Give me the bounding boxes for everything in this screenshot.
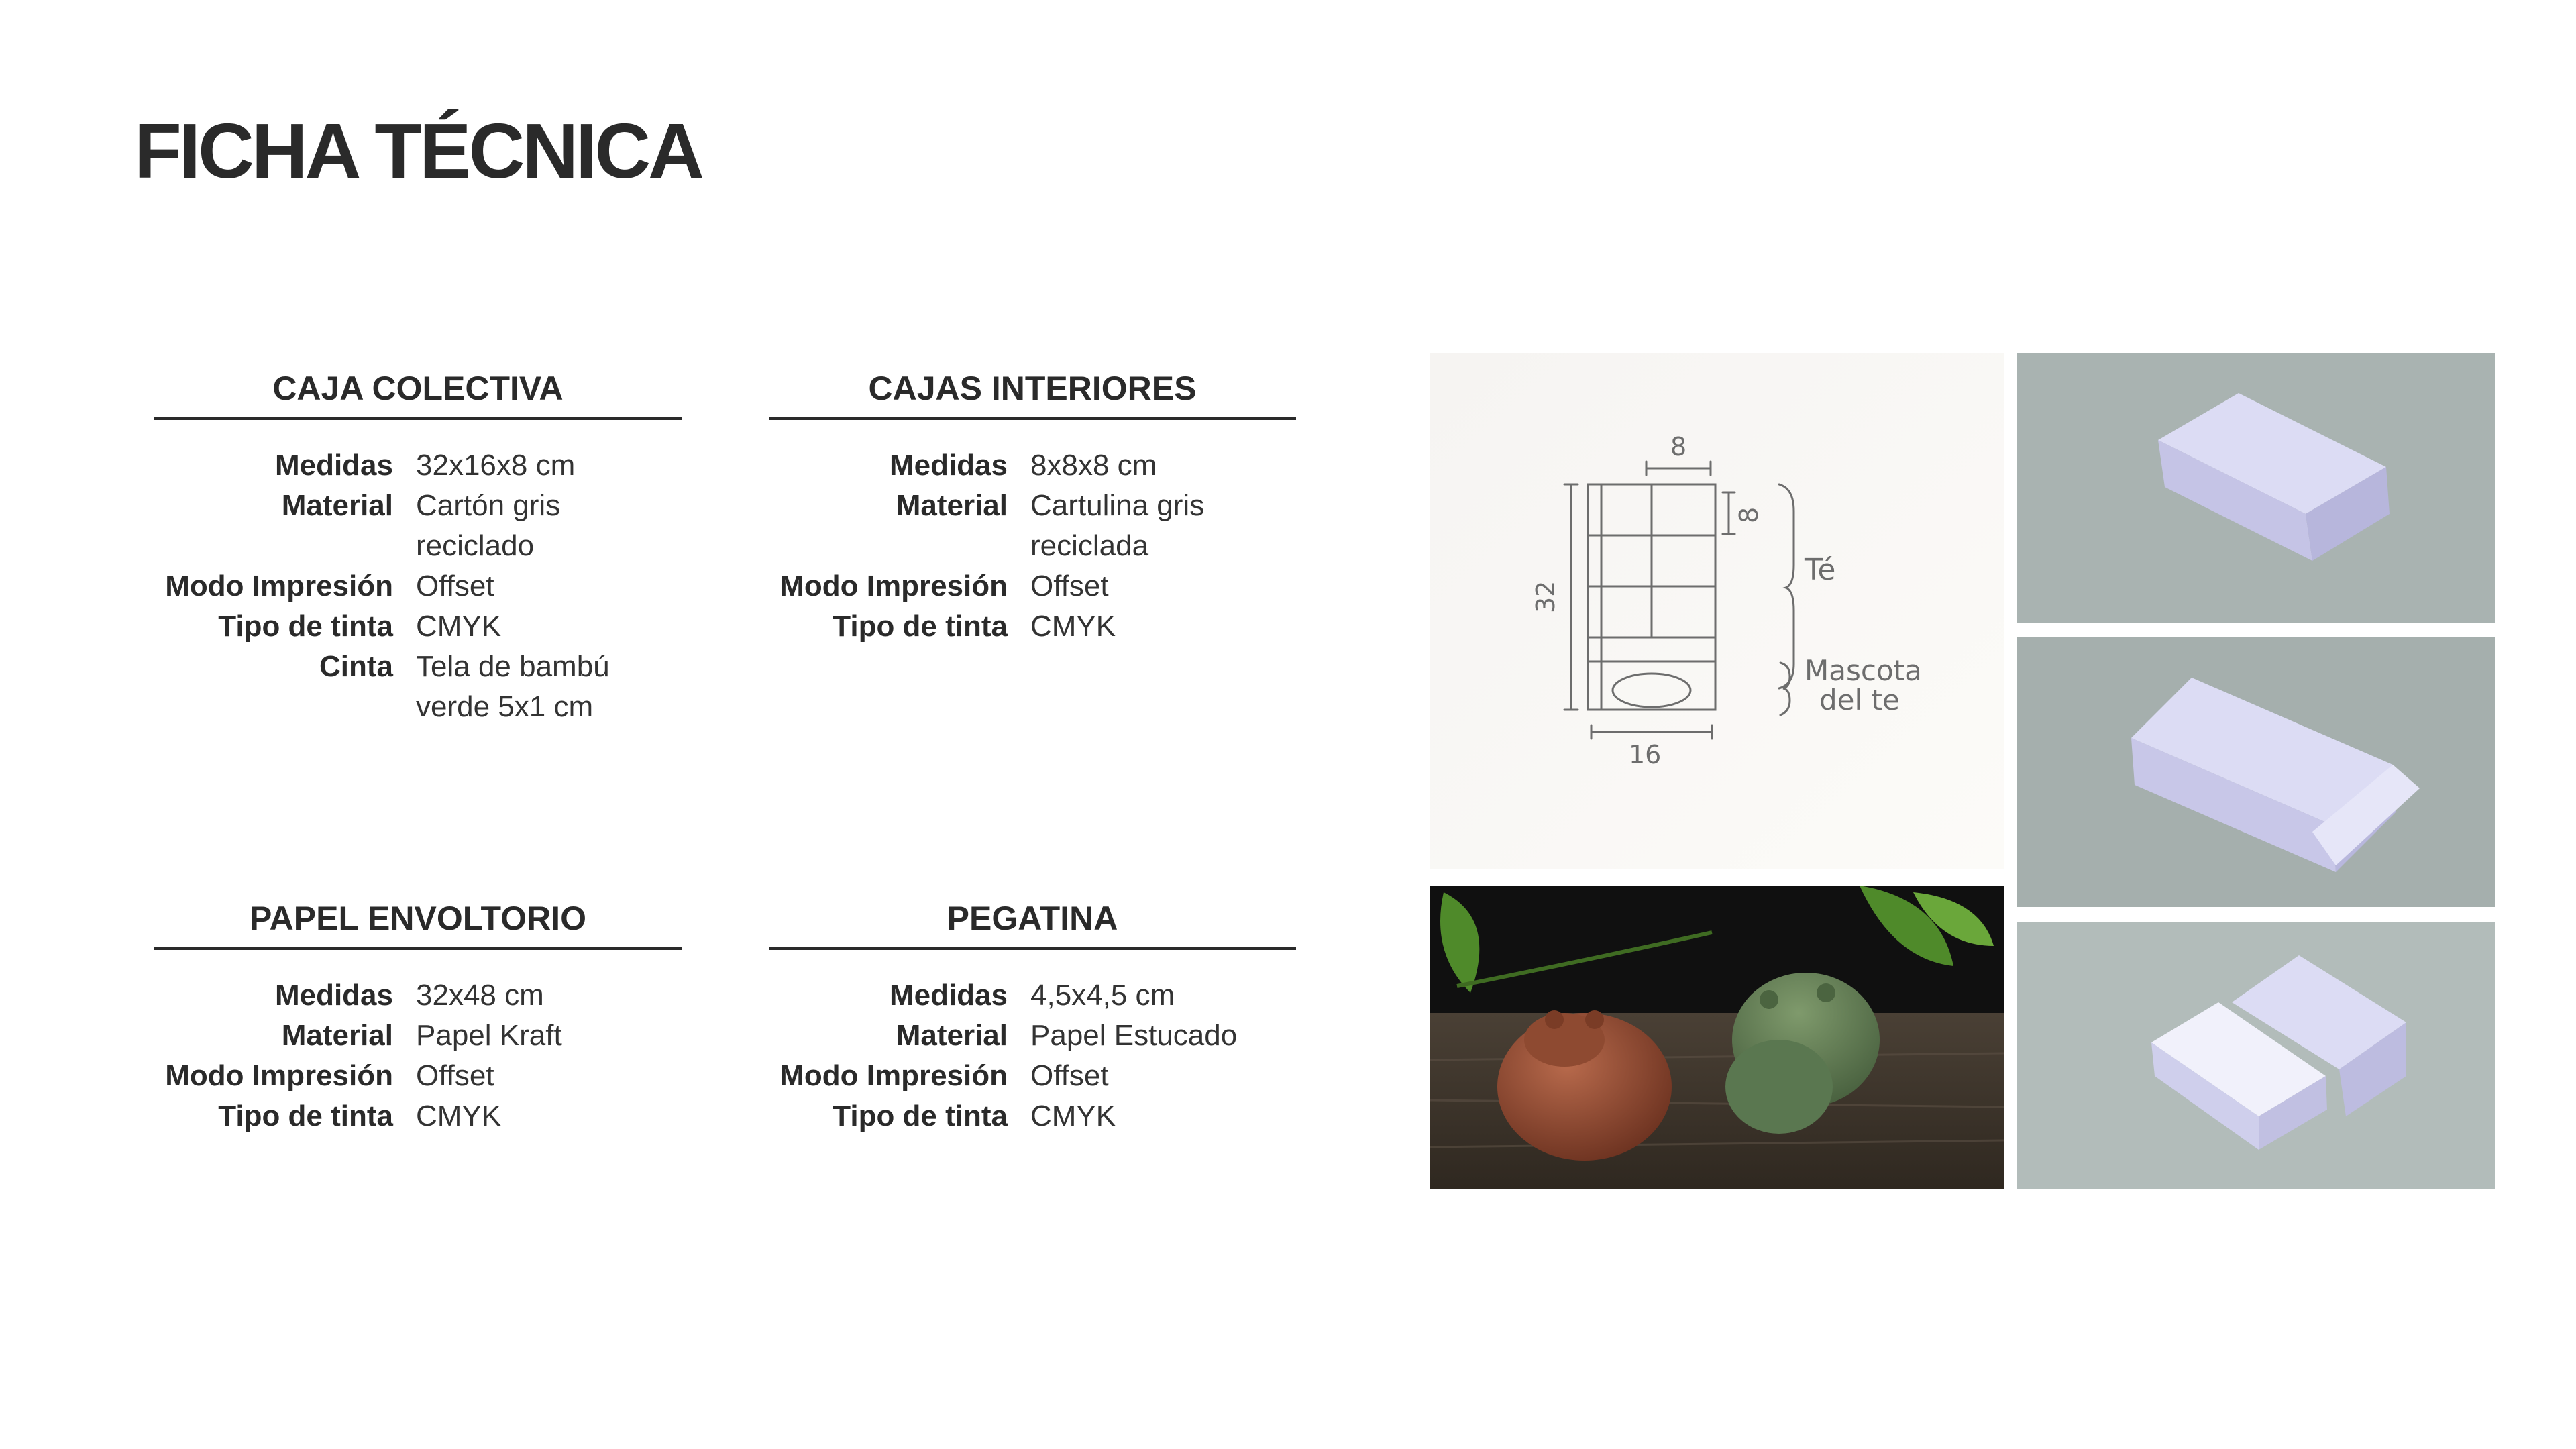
spec-value: Offset xyxy=(1030,1059,1109,1092)
spec-value: 8x8x8 cm xyxy=(1030,449,1157,482)
section-heading: PAPEL ENVOLTORIO xyxy=(154,899,682,950)
closed-box-illustration xyxy=(2017,353,2495,623)
box-open-tray-photo xyxy=(2017,922,2495,1189)
spec-row-material xyxy=(154,1016,682,1056)
sliding-box-illustration xyxy=(2017,637,2495,907)
spec-label: Material xyxy=(281,1019,393,1052)
spec-label: Medidas xyxy=(274,979,393,1012)
sketch-dim-bottom: 16 xyxy=(1629,740,1662,769)
spec-label: Tipo de tinta xyxy=(218,1099,393,1132)
section-pegatina xyxy=(769,899,1296,1136)
sketch-note-tea: Té xyxy=(1805,553,1836,587)
spec-value: Cartulina gris reciclada xyxy=(1030,489,1205,562)
spec-row-material xyxy=(769,1016,1296,1056)
spec-row-modo-impresion xyxy=(154,1056,682,1096)
open-tray-box-illustration xyxy=(2017,922,2495,1189)
spec-value: CMYK xyxy=(416,1099,502,1132)
spec-value xyxy=(393,647,610,727)
spec-row-tipo-tinta xyxy=(154,1096,682,1136)
spec-row-modo-impresion xyxy=(769,566,1296,606)
spec-label: Tipo de tinta xyxy=(833,1099,1008,1132)
spec-label: Modo Impresión xyxy=(780,570,1008,602)
spec-list xyxy=(769,975,1296,1136)
spec-label: Medidas xyxy=(889,449,1008,482)
spec-value: CMYK xyxy=(416,610,502,643)
spec-row-medidas xyxy=(769,445,1296,486)
spec-list xyxy=(154,445,682,727)
spec-value: Offset xyxy=(1030,570,1109,602)
box-sliding-open-photo xyxy=(2017,637,2495,907)
spec-label: Material xyxy=(896,489,1008,522)
spec-label: Tipo de tinta xyxy=(833,610,1008,643)
spec-value: Offset xyxy=(416,1059,494,1092)
sketch-dim-cell: 8 xyxy=(1734,506,1764,523)
spec-row-medidas xyxy=(154,975,682,1016)
spec-row-medidas xyxy=(769,975,1296,1016)
section-heading: PEGATINA xyxy=(769,899,1296,950)
section-cajas-interiores xyxy=(769,369,1296,647)
spec-value: 4,5x4,5 cm xyxy=(1030,979,1175,1012)
spec-row-material xyxy=(769,486,1296,566)
section-heading: CAJA COLECTIVA xyxy=(154,369,682,420)
spec-list xyxy=(769,445,1296,647)
spec-label: Material xyxy=(281,489,393,522)
spec-value: Papel Kraft xyxy=(416,1019,562,1052)
spec-label: Medidas xyxy=(274,449,393,482)
sketch-dim-side: 32 xyxy=(1531,580,1560,613)
sketch-dim-top: 8 xyxy=(1670,432,1687,462)
spec-label: Modo Impresión xyxy=(165,570,393,602)
spec-value-line-2: verde 5x1 cm xyxy=(416,690,594,723)
spec-row-modo-impresion xyxy=(154,566,682,606)
spec-row-tipo-tinta xyxy=(154,606,682,647)
spec-row-tipo-tinta xyxy=(769,1096,1296,1136)
spec-label: Cinta xyxy=(319,650,393,683)
spec-label: Modo Impresión xyxy=(165,1059,393,1092)
spec-row-modo-impresion xyxy=(769,1056,1296,1096)
spec-label: Tipo de tinta xyxy=(218,610,393,643)
page-title: FICHA TÉCNICA xyxy=(134,107,702,195)
spec-row-medidas xyxy=(154,445,682,486)
spec-value-line-1: Tela de bambú xyxy=(416,650,610,683)
section-caja-colectiva xyxy=(154,369,682,727)
spec-value: Offset xyxy=(416,570,494,602)
spec-label: Modo Impresión xyxy=(780,1059,1008,1092)
spec-value: Cartón gris reciclado xyxy=(416,489,561,562)
spec-value: CMYK xyxy=(1030,610,1116,643)
spec-value: Papel Estucado xyxy=(1030,1019,1238,1052)
section-heading: CAJAS INTERIORES xyxy=(769,369,1296,420)
spec-list xyxy=(154,975,682,1136)
sketch-image xyxy=(1430,353,2004,869)
box-sketch-drawing xyxy=(1430,353,2004,869)
sketch-note-mascot-2: del te xyxy=(1819,684,1900,716)
hippo-figurines-photo xyxy=(1430,885,2004,1189)
spec-value: CMYK xyxy=(1030,1099,1116,1132)
spec-value: 32x16x8 cm xyxy=(416,449,576,482)
spec-row-cinta xyxy=(154,647,682,727)
spec-row-tipo-tinta xyxy=(769,606,1296,647)
spec-row-material xyxy=(154,486,682,566)
box-closed-photo xyxy=(2017,353,2495,623)
sketch-note-mascot-1: Mascota xyxy=(1805,654,1922,687)
spec-value: 32x48 cm xyxy=(416,979,544,1012)
section-papel-envoltorio xyxy=(154,899,682,1136)
spec-label: Material xyxy=(896,1019,1008,1052)
hippo-figurines-illustration xyxy=(1430,885,2004,1189)
spec-label: Medidas xyxy=(889,979,1008,1012)
